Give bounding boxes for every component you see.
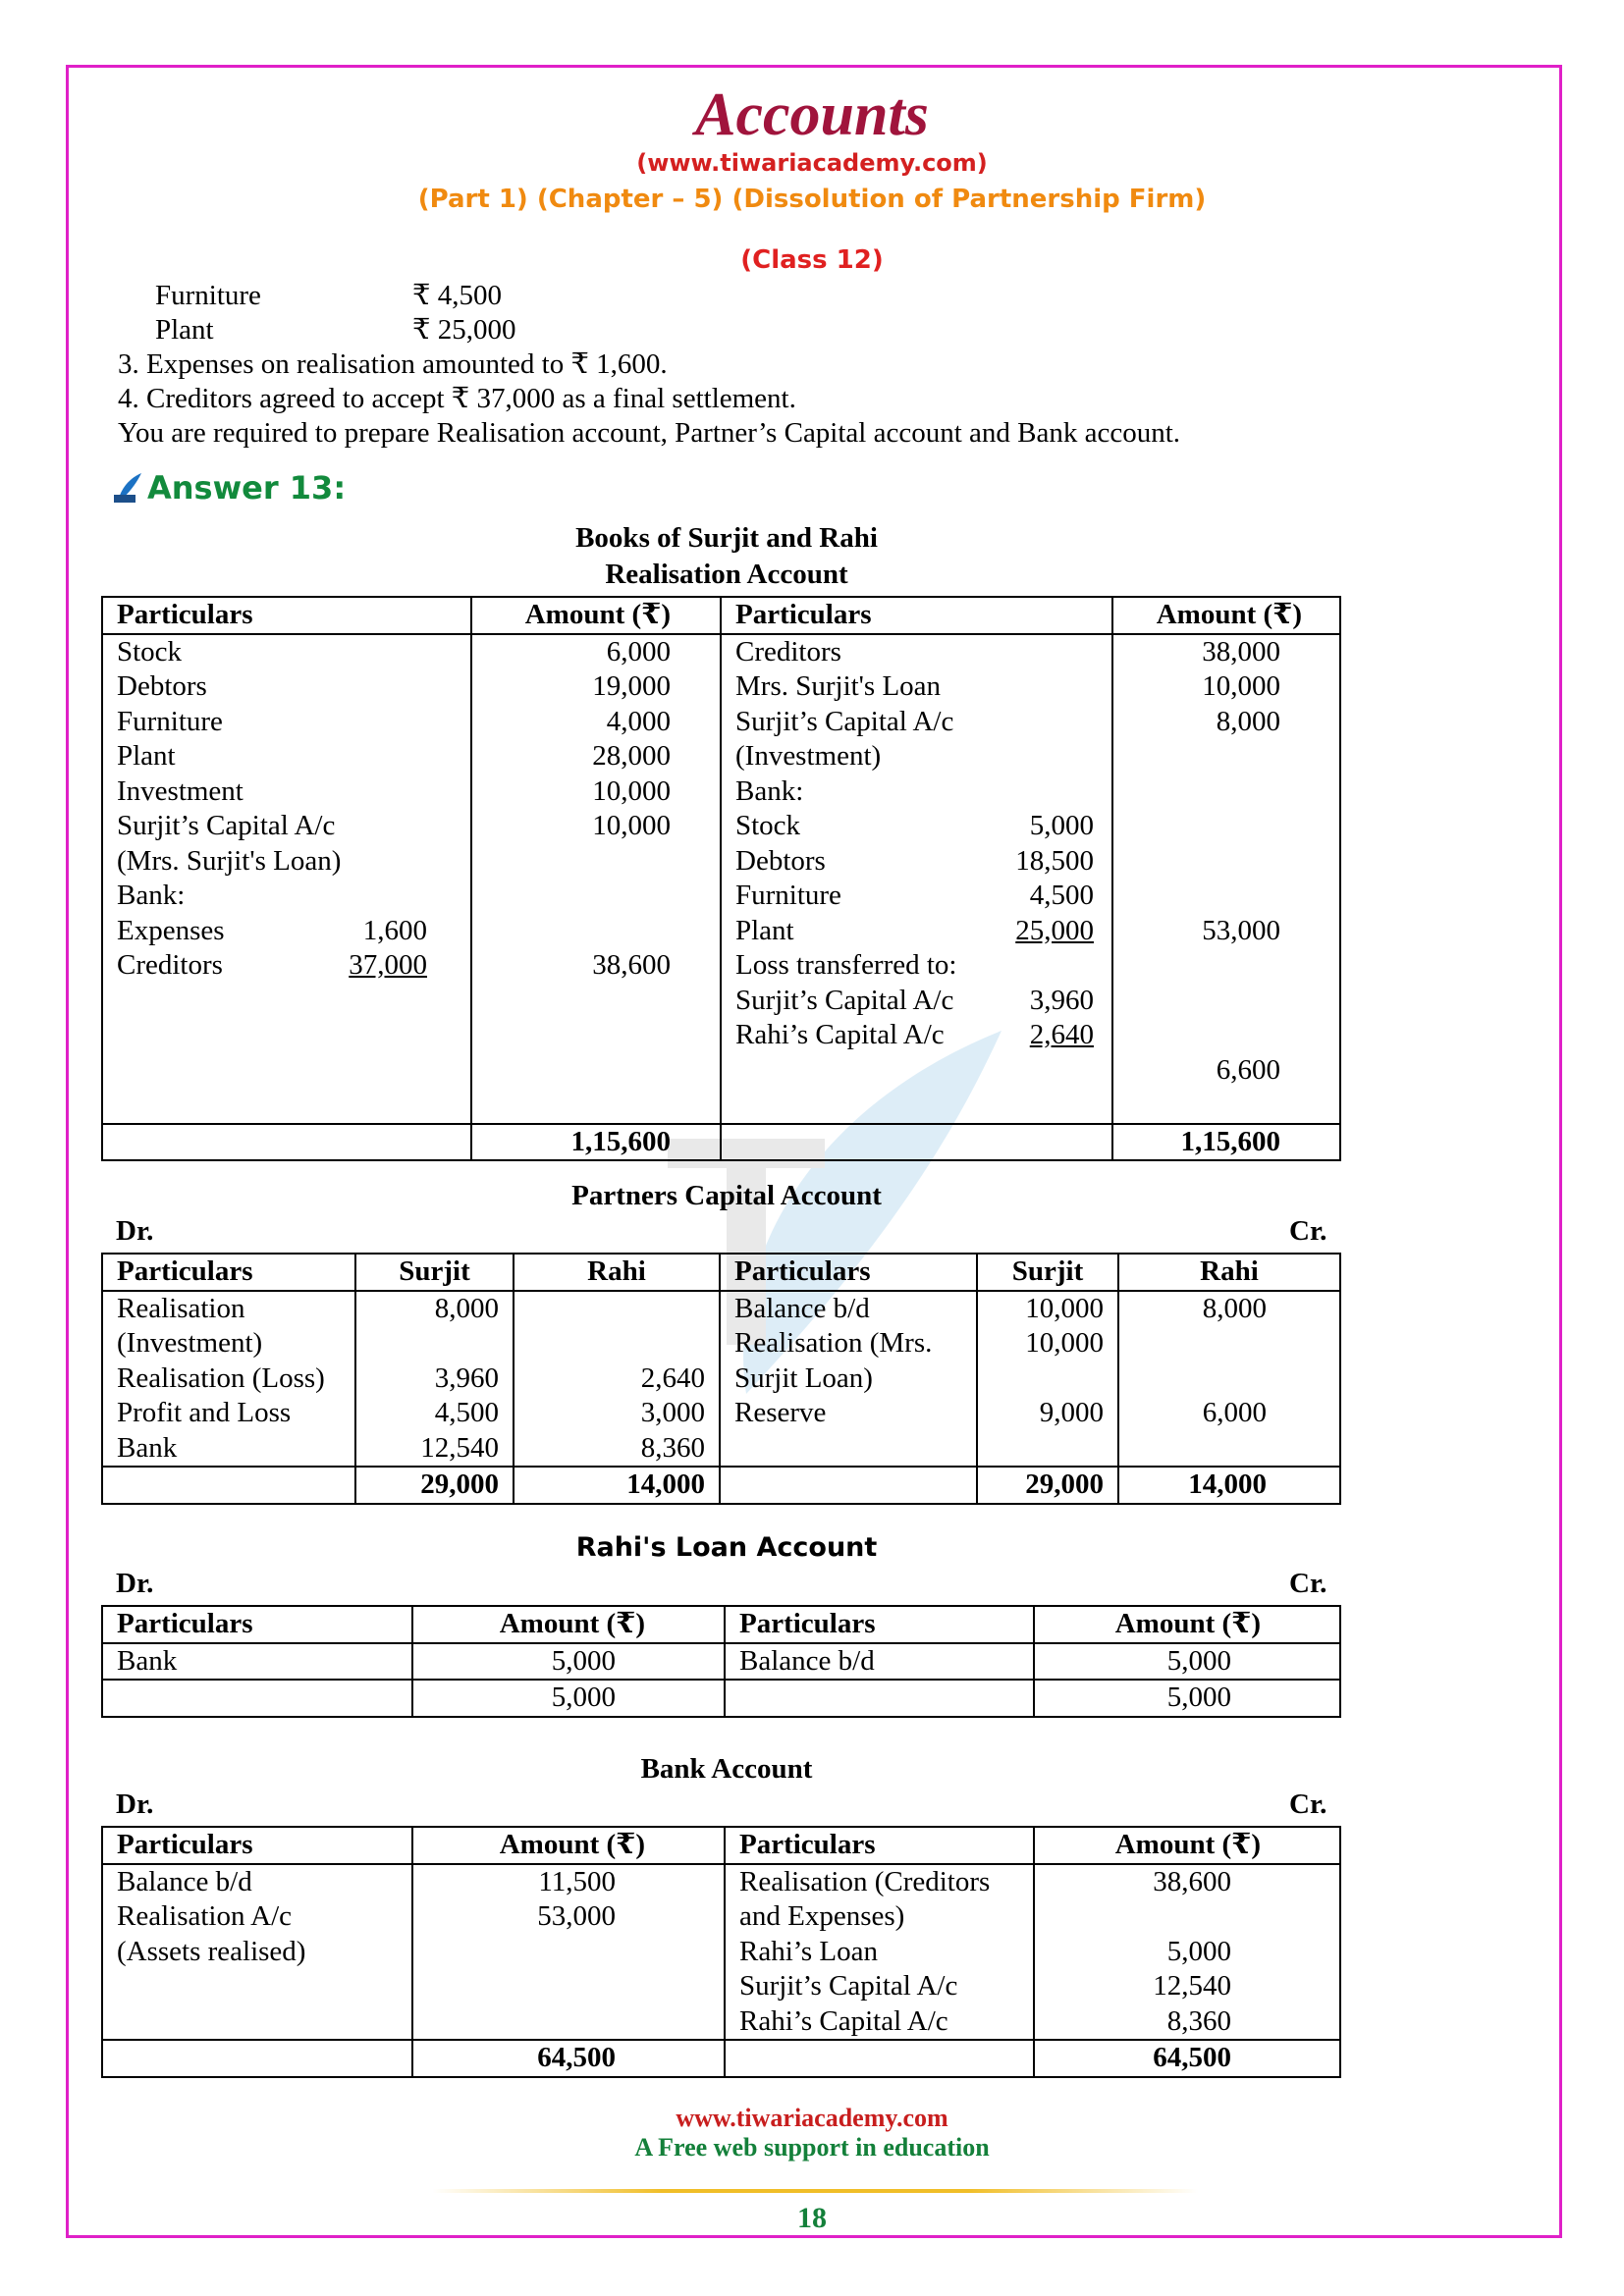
entry-line	[735, 844, 1098, 880]
debit-amounts	[412, 1864, 725, 2041]
entry-line	[117, 844, 457, 880]
entry-amount	[486, 914, 671, 949]
capital-title: Partners Capital Account	[571, 1180, 882, 1211]
dr-label: Dr.	[116, 1215, 154, 1247]
debit-amounts	[471, 634, 721, 1124]
credit-particular: Reserve	[720, 1396, 977, 1431]
bank-title: Bank Account	[640, 1753, 813, 1785]
entry-text: Rahi’s Capital A/c	[735, 1019, 945, 1050]
entry-amount: 10,000	[592, 810, 671, 841]
entry-amount	[1127, 844, 1280, 880]
table-row	[102, 1431, 1340, 1468]
entry-amount: 53,000	[1202, 914, 1280, 946]
entry-line	[735, 914, 1098, 949]
debit-amount: 5,000	[412, 1643, 725, 1681]
entry-line	[735, 635, 1098, 670]
entry-line	[735, 879, 1098, 914]
entry-amount: 8,360	[1166, 2004, 1231, 2037]
entry-amount	[486, 844, 671, 880]
question-text	[118, 279, 1492, 451]
entry-line	[735, 774, 1098, 810]
class-label: (Class 12)	[740, 245, 884, 275]
entry-text: Expenses	[117, 914, 225, 946]
asset-furniture-line	[118, 279, 1492, 313]
answer-heading	[114, 469, 346, 507]
entry-amount: 6,600	[1216, 1053, 1280, 1086]
debit-particular: Realisation (Loss)	[102, 1362, 355, 1397]
col-particulars: Particulars	[102, 1254, 355, 1291]
entry-amount	[1127, 948, 1280, 984]
total-surjit-credit: 29,000	[977, 1467, 1118, 1504]
entry-text: Creditors	[735, 635, 841, 667]
entry-line	[117, 914, 457, 949]
rahi-credit	[1118, 1431, 1340, 1468]
entry-line	[117, 739, 457, 774]
entry-text: (Investment)	[735, 740, 882, 772]
credit-particular: Balance b/d	[725, 1643, 1034, 1681]
surjit-credit: 10,000	[977, 1326, 1118, 1362]
surjit-debit: 12,540	[355, 1431, 514, 1468]
entry-line	[735, 984, 1098, 1019]
col-rahi: Rahi	[1118, 1254, 1340, 1291]
entry-text: Mrs. Surjit's Loan	[735, 670, 942, 702]
dr-label: Dr.	[116, 1789, 154, 1820]
entry-text: Rahi’s Capital A/c	[739, 2004, 948, 2037]
question-line: You are required to prepare Realisation account, Partner’s Capital account and Bank account.	[118, 417, 1181, 449]
col-particulars: Particulars	[720, 1254, 977, 1291]
loan-account-table	[101, 1605, 1341, 1718]
col-particulars: Particulars	[102, 1827, 412, 1864]
entry-sub-amount: 2,640	[1029, 1019, 1094, 1050]
entry-amount: 8,000	[1216, 705, 1280, 737]
entry-text: Creditors	[117, 949, 223, 981]
entry-text: (Assets realised)	[117, 1935, 306, 1967]
entry-amount	[1127, 774, 1280, 810]
entry-text: Loss transferred to:	[735, 949, 957, 981]
table-header-row	[102, 1254, 1340, 1291]
entry-text: Surjit’s Capital A/c	[739, 1970, 958, 2002]
asset-value: ₹ 4,500	[412, 280, 502, 311]
asset-value: ₹ 25,000	[412, 314, 516, 346]
table-row	[102, 1396, 1340, 1431]
entry-text: Surjit’s Capital A/c	[117, 810, 336, 841]
rahi-debit: 3,000	[514, 1396, 720, 1431]
entry-text: Furniture	[735, 880, 841, 911]
entry-amount	[1127, 809, 1280, 844]
rahi-debit: 8,360	[514, 1431, 720, 1468]
entry-text: Rahi’s Loan	[739, 1935, 878, 1967]
credit-amounts	[1034, 1864, 1340, 2041]
entry-line	[735, 948, 1098, 984]
entry-amount	[427, 2004, 616, 2040]
answer-label: Answer 13:	[147, 469, 347, 507]
credit-particular	[720, 1431, 977, 1468]
entry-amount: 38,600	[1153, 1865, 1231, 1897]
footer-url[interactable]: www.tiwariacademy.com	[676, 2104, 948, 2132]
asset-label: Furniture	[155, 280, 261, 311]
entry-text: Realisation (Creditors	[739, 1865, 991, 1897]
bank-account-table	[101, 1826, 1341, 2078]
dr-label: Dr.	[116, 1568, 154, 1599]
realisation-title: Realisation Account	[605, 559, 848, 590]
debit-particular: Bank	[102, 1431, 355, 1468]
col-amount: Amount (₹)	[412, 1827, 725, 1864]
total-credit: 5,000	[1034, 1680, 1340, 1717]
surjit-debit: 8,000	[355, 1291, 514, 1327]
asset-plant-line	[118, 313, 1492, 347]
total-row	[102, 1467, 1340, 1504]
surjit-debit	[355, 1326, 514, 1362]
col-particulars: Particulars	[102, 1606, 412, 1643]
entry-line	[735, 669, 1098, 705]
entry-text: Realisation A/c	[117, 1900, 292, 1932]
entry-line	[735, 809, 1098, 844]
entry-line	[117, 705, 457, 740]
entry-text: Bank:	[117, 880, 186, 911]
debit-particular: (Investment)	[102, 1326, 355, 1362]
entry-amount	[1127, 879, 1280, 914]
entry-amount	[1127, 739, 1280, 774]
entry-amount: 4,000	[606, 705, 671, 737]
col-surjit: Surjit	[355, 1254, 514, 1291]
entry-line	[117, 669, 457, 705]
col-amount: Amount (₹)	[471, 597, 721, 634]
credit-particular: Balance b/d	[720, 1291, 977, 1327]
cr-label: Cr.	[1289, 1215, 1327, 1247]
entry-text: Surjit’s Capital A/c	[735, 984, 954, 1016]
col-rahi: Rahi	[514, 1254, 720, 1291]
footer-tagline: A Free web support in education	[634, 2133, 990, 2162]
entry-amount	[1127, 1018, 1280, 1053]
document-title: Accounts	[695, 81, 929, 148]
loan-title: Rahi's Loan Account	[575, 1532, 878, 1563]
entry-amount: 6,000	[606, 635, 671, 667]
entry-text: (Mrs. Surjit's Loan)	[117, 844, 342, 877]
asset-label: Plant	[155, 314, 214, 346]
entry-sub-amount: 37,000	[349, 949, 427, 981]
total-credit: 1,15,600	[1112, 1124, 1340, 1161]
col-particulars: Particulars	[102, 597, 471, 634]
entry-text: Debtors	[117, 670, 207, 702]
col-surjit: Surjit	[977, 1254, 1118, 1291]
total-rahi-credit: 14,000	[1118, 1467, 1340, 1504]
total-row	[102, 1124, 1340, 1161]
entry-text: Bank:	[735, 774, 804, 807]
entry-amount: 5,000	[1166, 1935, 1231, 1967]
table-row	[102, 1643, 1340, 1681]
surjit-credit: 10,000	[977, 1291, 1118, 1327]
total-debit: 64,500	[412, 2040, 725, 2077]
col-particulars: Particulars	[725, 1606, 1034, 1643]
entry-text: Stock	[117, 635, 183, 667]
entry-line	[735, 739, 1098, 774]
surjit-credit	[977, 1431, 1118, 1468]
entry-text: Plant	[735, 914, 794, 946]
entry-line	[735, 1018, 1098, 1053]
footer-divider	[432, 2189, 1198, 2193]
page-number: 18	[797, 2202, 827, 2234]
table-header-row	[102, 597, 1340, 634]
surjit-debit: 4,500	[355, 1396, 514, 1431]
entry-text	[117, 1969, 398, 2004]
credit-particulars	[721, 634, 1112, 1124]
surjit-debit: 3,960	[355, 1362, 514, 1397]
question-line: 3. Expenses on realisation amounted to ₹ 1,600.	[118, 348, 668, 380]
entry-text	[117, 2004, 398, 2040]
col-particulars: Particulars	[721, 597, 1112, 634]
debit-particular: Realisation	[102, 1291, 355, 1327]
realisation-body-row	[102, 634, 1340, 1124]
col-amount: Amount (₹)	[412, 1606, 725, 1643]
debit-particular: Bank	[102, 1643, 412, 1681]
entry-amount: 10,000	[592, 774, 671, 807]
col-amount: Amount (₹)	[1034, 1606, 1340, 1643]
entry-text: Debtors	[735, 844, 826, 877]
entry-sub-amount: 3,960	[1029, 984, 1094, 1016]
debit-particulars	[102, 634, 471, 1124]
credit-particular: Surjit Loan)	[720, 1362, 977, 1397]
credit-amount: 5,000	[1034, 1643, 1340, 1681]
entry-text: Furniture	[117, 705, 223, 737]
entry-line	[117, 948, 457, 984]
entry-text: Balance b/d	[117, 1865, 252, 1897]
entry-sub-amount: 25,000	[1015, 914, 1094, 946]
credit-particulars	[725, 1864, 1034, 2041]
rahi-credit: 8,000	[1118, 1291, 1340, 1327]
rahi-credit	[1118, 1362, 1340, 1397]
entry-text: Plant	[117, 740, 176, 772]
col-particulars: Particulars	[725, 1827, 1034, 1864]
total-rahi-debit: 14,000	[514, 1467, 720, 1504]
entry-amount	[486, 879, 671, 914]
debit-particular: Profit and Loss	[102, 1396, 355, 1431]
feather-pen-logo-icon	[114, 471, 143, 505]
rahi-credit	[1118, 1326, 1340, 1362]
entry-line	[117, 809, 457, 844]
table-header-row	[102, 1606, 1340, 1643]
capital-account-table	[101, 1253, 1341, 1505]
entry-text: Investment	[117, 774, 244, 807]
book-title: Books of Surjit and Rahi	[575, 522, 878, 554]
rahi-credit: 6,000	[1118, 1396, 1340, 1431]
cr-label: Cr.	[1289, 1789, 1327, 1820]
entry-text: Stock	[735, 810, 801, 841]
table-row	[102, 1326, 1340, 1362]
entry-line	[735, 705, 1098, 740]
entry-amount	[427, 1969, 616, 2004]
entry-amount: 38,600	[592, 949, 671, 981]
entry-sub-amount: 5,000	[1029, 810, 1094, 841]
total-debit: 5,000	[412, 1680, 725, 1717]
credit-particular: Realisation (Mrs.	[720, 1326, 977, 1362]
rahi-debit	[514, 1326, 720, 1362]
col-amount: Amount (₹)	[1034, 1827, 1340, 1864]
debit-particulars	[102, 1864, 412, 2041]
entry-sub-amount: 18,500	[1015, 844, 1094, 877]
entry-line	[117, 635, 457, 670]
credit-amounts	[1112, 634, 1340, 1124]
total-row	[102, 2040, 1340, 2077]
bank-body-row	[102, 1864, 1340, 2041]
entry-line	[117, 879, 457, 914]
entry-text: and Expenses)	[739, 1900, 905, 1932]
surjit-credit: 9,000	[977, 1396, 1118, 1431]
entry-amount: 10,000	[1202, 670, 1280, 702]
rahi-debit: 2,640	[514, 1362, 720, 1397]
header-url[interactable]: (www.tiwariacademy.com)	[636, 149, 988, 177]
cr-label: Cr.	[1289, 1568, 1327, 1599]
entry-amount	[1049, 1899, 1231, 1935]
entry-amount: 28,000	[592, 740, 671, 772]
entry-amount: 12,540	[1153, 1970, 1231, 2002]
total-credit: 64,500	[1034, 2040, 1340, 2077]
entry-sub-amount: 1,600	[362, 914, 427, 946]
table-header-row	[102, 1827, 1340, 1864]
entry-amount	[1127, 984, 1280, 1019]
entry-amount: 53,000	[537, 1900, 616, 1932]
entry-amount	[427, 1935, 616, 1970]
question-line: 4. Creditors agreed to accept ₹ 37,000 as a final settlement.	[118, 383, 796, 414]
col-amount: Amount (₹)	[1112, 597, 1340, 634]
rahi-debit	[514, 1291, 720, 1327]
table-row	[102, 1291, 1340, 1327]
entry-amount: 38,000	[1202, 635, 1280, 667]
table-row	[102, 1362, 1340, 1397]
total-row	[102, 1680, 1340, 1717]
entry-amount: 19,000	[592, 670, 671, 702]
chapter-subtitle: (Part 1) (Chapter – 5) (Dissolution of Partnership Firm)	[417, 185, 1207, 214]
entry-sub-amount: 4,500	[1029, 880, 1094, 911]
total-surjit-debit: 29,000	[355, 1467, 514, 1504]
entry-amount: 11,500	[538, 1865, 616, 1897]
entry-line	[735, 1053, 1098, 1089]
realisation-account-table	[101, 596, 1341, 1161]
surjit-credit	[977, 1362, 1118, 1397]
total-debit: 1,15,600	[471, 1124, 721, 1161]
entry-text: Surjit’s Capital A/c	[735, 705, 954, 737]
entry-line	[117, 774, 457, 810]
